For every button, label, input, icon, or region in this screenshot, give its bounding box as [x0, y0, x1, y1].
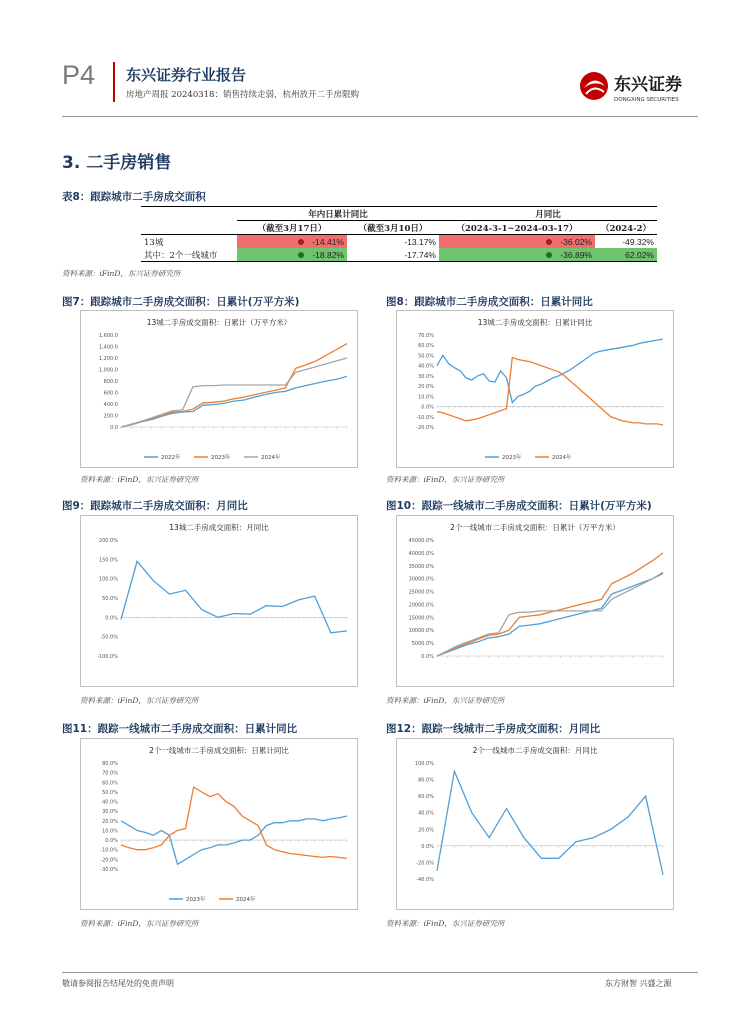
table-row [141, 235, 657, 249]
chart-fig13 [396, 738, 674, 910]
chart-svg [81, 311, 357, 467]
figure-source: 资料来源：iFinD，东兴证券研究所 [386, 475, 505, 484]
chart-fig11 [80, 738, 358, 910]
figure-caption: 图9：跟踪城市二手房成交面积：月同比 [62, 500, 248, 512]
y-tick-label: -10.0% [100, 847, 118, 854]
y-tick-label: 50.0% [102, 789, 118, 796]
y-tick-label: 30000.0% [408, 576, 434, 583]
y-tick-label: 5000.0% [411, 641, 434, 648]
y-tick-label: 10000.0% [408, 628, 434, 635]
y-tick-label: 0.0% [105, 838, 118, 845]
y-tick-label: 400.0 [103, 402, 118, 408]
table-subheader: （2024-3-1~2024-03-17） [439, 221, 595, 235]
down-arrow-icon [298, 252, 304, 258]
y-tick-label: 1,400.0 [98, 344, 118, 351]
y-tick-label: 30.0% [102, 809, 118, 816]
legend-label: 2022年 [161, 455, 181, 461]
y-tick-label: -30.0% [100, 867, 118, 873]
y-tick-label: 20.0% [102, 818, 118, 825]
chart-fig9 [80, 515, 358, 687]
report-title: 东兴证券行业报告 [126, 66, 247, 84]
y-tick-label: 50.0% [102, 596, 118, 602]
y-tick-label: 800.0 [103, 379, 118, 385]
figure-source: 资料来源：iFinD，东兴证券研究所 [80, 475, 199, 484]
y-tick-label: 60.0% [418, 343, 434, 350]
header-divider [113, 62, 115, 102]
series-line [437, 771, 663, 875]
chart-svg [397, 516, 673, 686]
y-tick-label: 600.0 [103, 390, 118, 397]
y-tick-label: 100.0% [98, 576, 118, 583]
row-label: 13城 [144, 237, 164, 248]
legend-label: 2024年 [236, 897, 256, 903]
y-tick-label: 30.0% [418, 373, 434, 380]
series-line [437, 339, 663, 402]
table-row [141, 248, 657, 262]
figure-caption: 图10：跟踪一线城市二手房成交面积：日累计(万平方米) [386, 500, 652, 512]
series-line [121, 787, 347, 858]
row-label: 其中：2个一线城市 [141, 248, 237, 262]
chart-title: 13城二手房成交面积：日累计（万平方米） [146, 318, 292, 327]
series-line [437, 358, 663, 426]
y-tick-label: -40.0% [416, 877, 434, 883]
chart-fig7 [80, 310, 358, 468]
y-tick-label: 20000.0% [408, 602, 434, 609]
y-tick-label: 0.0% [421, 654, 434, 660]
down-arrow-icon [546, 239, 552, 245]
y-tick-label: 60.0% [102, 780, 118, 787]
y-tick-label: 20.0% [418, 827, 434, 834]
y-tick-label: 70.0% [102, 770, 118, 777]
y-tick-label: -20.0% [416, 860, 434, 867]
legend-label: 2023年 [211, 455, 231, 461]
y-tick-label: 80.0% [102, 761, 118, 767]
table-group-header: 年内日累计同比 [237, 207, 439, 221]
table-caption: 表8：跟踪城市二手房成交面积 [62, 191, 206, 203]
y-tick-label: -10.0% [416, 414, 434, 421]
y-tick-label: 1,600.0 [98, 333, 118, 339]
footer-disclaimer: 敬请参阅报告结尾处的免责声明 [62, 979, 174, 988]
legend-label: 2023年 [502, 455, 522, 461]
y-tick-label: 40.0% [418, 810, 434, 817]
chart-title: 2个一线城市二手房成交面积：日累计（万平方米） [450, 523, 620, 532]
table-source: 资料来源：iFinD，东兴证券研究所 [62, 269, 181, 278]
chart-title: 13城二手房成交面积：日累计同比 [477, 318, 593, 327]
figure-source: 资料来源：iFinD，东兴证券研究所 [80, 919, 199, 928]
y-tick-label: 200.0 [103, 413, 118, 420]
y-tick-label: 10.0% [418, 394, 434, 401]
table-subheader: （截至3月17日） [237, 221, 347, 235]
y-tick-label: 40.0% [418, 363, 434, 370]
report-subtitle: 房地产周报 20240318：销售持续走弱，杭州放开二手房限购 [126, 90, 359, 100]
y-tick-label: 15000.0% [408, 615, 434, 622]
series-line [121, 561, 347, 633]
legend-label: 2024年 [552, 455, 572, 461]
y-tick-label: -100.0% [97, 654, 118, 660]
y-tick-label: 10.0% [102, 828, 118, 835]
y-tick-label: -20.0% [416, 425, 434, 431]
table-subheader: （2024-2） [595, 221, 657, 235]
y-tick-label: 70.0% [418, 333, 434, 339]
table-cell: -18.82% [312, 249, 344, 260]
figure-source: 资料来源：iFinD，东兴证券研究所 [386, 696, 505, 705]
footer-rule [62, 972, 698, 973]
table-cell: -36.02% [560, 236, 592, 247]
company-logo [578, 68, 698, 108]
figure-source: 资料来源：iFinD，东兴证券研究所 [386, 919, 505, 928]
y-tick-label: 150.0% [98, 557, 118, 564]
y-tick-label: 1,200.0 [98, 356, 118, 362]
table-subheader: （截至3月10日） [347, 221, 439, 235]
y-tick-label: 20.0% [418, 384, 434, 391]
y-tick-label: 100.0% [414, 761, 434, 767]
table-group-header: 月同比 [439, 207, 657, 221]
series-line [121, 376, 347, 427]
down-arrow-icon [546, 252, 552, 258]
legend-label: 2023年 [186, 897, 206, 903]
down-arrow-icon [298, 239, 304, 245]
series-line [437, 574, 663, 657]
y-tick-label: 60.0% [418, 794, 434, 801]
y-tick-label: 45000.0% [408, 538, 434, 544]
y-tick-label: 0.0% [421, 404, 434, 411]
y-tick-label: 35000.0% [408, 563, 434, 570]
y-tick-label: 40000.0% [408, 550, 434, 557]
chart-title: 13城二手房成交面积：月同比 [169, 523, 269, 532]
legend-label: 2024年 [261, 455, 281, 461]
chart-fig10 [396, 515, 674, 687]
y-tick-label: 1,000.0 [98, 367, 118, 374]
series-line [121, 358, 347, 427]
chart-title: 2个一线城市二手房成交面积：月同比 [472, 746, 598, 755]
figure-caption: 图7：跟踪城市二手房成交面积：日累计(万平方米) [62, 296, 300, 308]
table-cell: -14.41% [312, 236, 344, 247]
header-rule [62, 116, 698, 117]
y-tick-label: 0.0 [110, 425, 118, 431]
page-number: P4 [62, 60, 96, 90]
chart-svg [397, 311, 673, 467]
y-tick-label: 200.0% [98, 538, 118, 544]
chart-svg [81, 739, 357, 909]
y-tick-label: 25000.0% [408, 589, 434, 596]
chart-fig8 [396, 310, 674, 468]
figure-caption: 图11：跟踪一线城市二手房成交面积：日累计同比 [62, 723, 298, 735]
chart-svg [397, 739, 673, 909]
figure-caption: 图12：跟踪一线城市二手房成交面积：月同比 [386, 723, 601, 735]
logo-text: 东兴证券 [614, 75, 682, 95]
logo-icon [578, 68, 698, 108]
table-cell: -13.17% [404, 236, 436, 247]
figure-source: 资料来源：iFinD，东兴证券研究所 [80, 696, 199, 705]
data-table [141, 206, 657, 262]
y-tick-label: 40.0% [102, 799, 118, 806]
y-tick-label: 50.0% [418, 353, 434, 360]
y-tick-label: 0.0% [421, 843, 434, 850]
table-cell: -36.89% [560, 249, 592, 260]
table-cell: -49.32% [622, 236, 654, 247]
y-tick-label: 0.0% [105, 615, 118, 622]
table-cell: 62.02% [595, 248, 657, 262]
table-cell: -17.74% [347, 248, 439, 262]
figure-caption: 图8：跟踪城市二手房成交面积：日累计同比 [386, 296, 593, 308]
chart-title: 2个一线城市二手房成交面积：日累计同比 [149, 746, 289, 755]
footer-slogan: 东方财智 兴盛之源 [605, 979, 672, 988]
chart-svg [81, 516, 357, 686]
y-tick-label: -50.0% [100, 634, 118, 641]
y-tick-label: 80.0% [418, 777, 434, 784]
y-tick-label: -20.0% [100, 857, 118, 864]
logo-subtext: DONGXING SECURITIES [614, 97, 679, 103]
section-title: 3. 二手房销售 [62, 153, 172, 173]
